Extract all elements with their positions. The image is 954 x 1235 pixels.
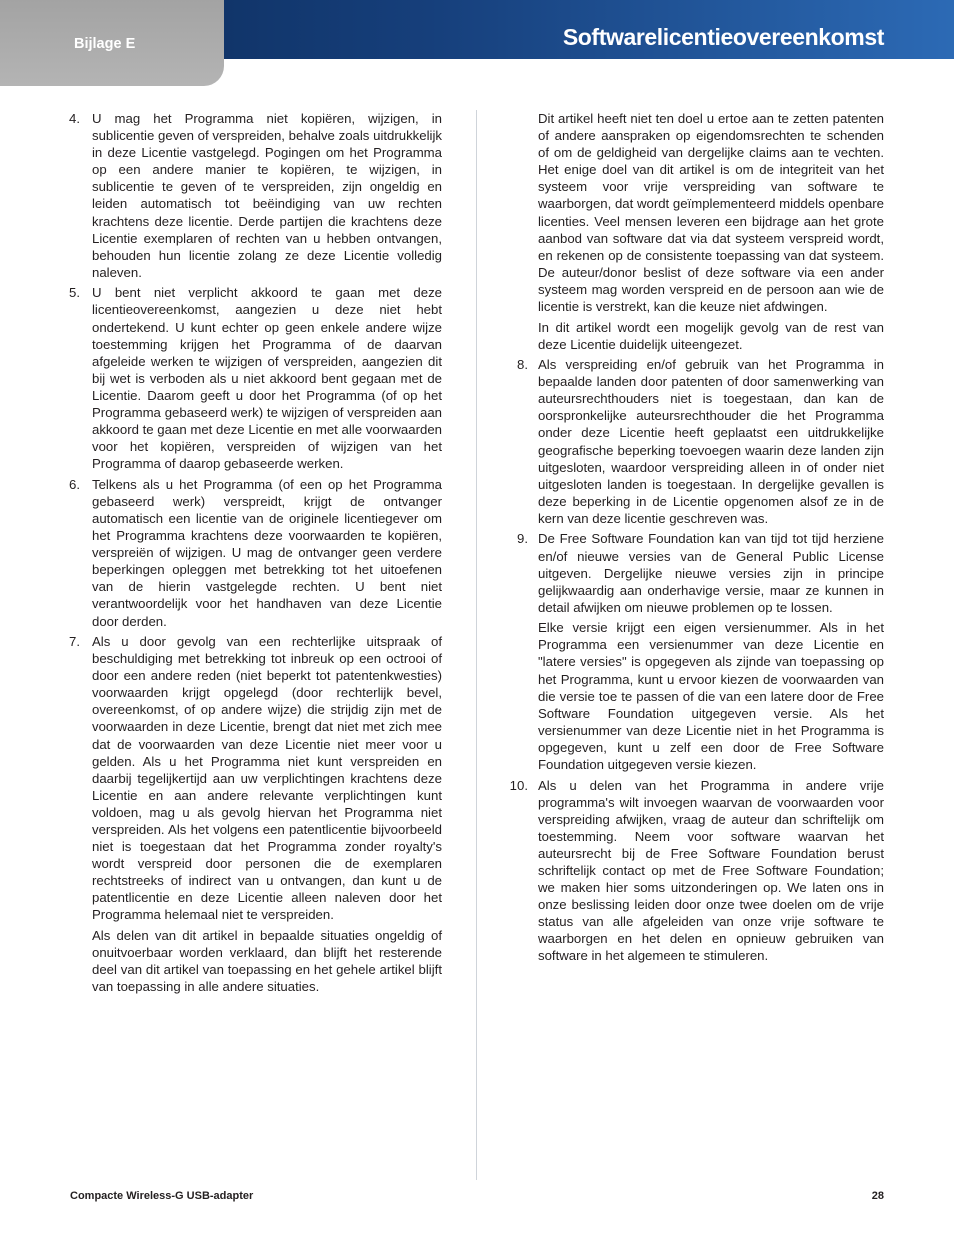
- item-paragraph: U bent niet verplicht akkoord te gaan met deze licentieovereenkomst, aangezien u deze niet hebt ondertekend. U kunt echter op geen enkele andere wijze toestemming krijgen het Programma of de daarvan afgeleide werken te wijzigen of verspreiden, aangezien dit bij wet is verboden als u niet akkoord bent gegaan met de Licentie. Daarom geeft u door het Programma (of op het Programma gebaseerd werk) te wijzigen of verspreiden aan akkoord te gaan met deze Licentie en met alle voorwaarden voor het kopiëren, verspreiden of wijzigen van het Programma of daarop gebaseerde werken.: [92, 285, 442, 472]
- item-number: 4.: [69, 111, 80, 126]
- footer-page-number: 28: [871, 1190, 884, 1202]
- continuation-paragraph: In dit artikel wordt een mogelijk gevolg van de rest van deze Licentie duidelijk uiteengezet.: [538, 319, 884, 352]
- list-item: [62, 633, 442, 995]
- list-item: [508, 530, 884, 773]
- item-number: 10.: [509, 777, 528, 793]
- right-column: [508, 110, 884, 968]
- item-paragraph: U mag het Programma niet kopiëren, wijzigen, in sublicentie geven of verspreiden, behalve zoals uitdrukkelijk in deze Licentie vastgelegd. Pogingen om het Programma op een andere manier te kopiëren, te wijzigen, in sublicentie te geven of te verspreiden, zijn ongeldig en leiden automatisch tot beëindiging van uw rechten krachtens deze licentie. Derde partijen die krachtens deze Licentie exemplaren of rechten van u hebben ontvangen, behouden hun licentie zolang ze deze Licentie volledig naleven.: [92, 111, 442, 280]
- item-paragraph: Als verspreiding en/of gebruik van het Programma in bepaalde landen door patenten of door samenwerking van auteursrechthouders niet is toegestaan, dan kan de oorspronkelijke auteursrechthouder die het Programma onder deze Licentie heeft geplaatst een uitdrukkelijke geografische beperking toevoegen waarin deze landen zijn uitgesloten, waardoor verspreiding alleen in of onder niet uitgesloten landen is toegestaan. In dergelijke gevallen is deze beperking in de Licentie opgenomen alsof ze in de kern van deze licentie geschreven was.: [538, 357, 884, 526]
- continuation-paragraph: Dit artikel heeft niet ten doel u ertoe aan te zetten patenten of andere aanspraken op eigendomsrechten te schenden of om de geldigheid van dergelijke claims aan te vechten. Het enige doel van dit artikel is om de integriteit van het systeem voor vrije verspreiding van software te waarborgen, dat wordt geïmplementeerd middels openbare licenties. Veel mensen leveren een bijdrage aan het grote aanbod van software dat via dat systeem verspreid wordt, en rekenen op de consistente toepassing van dat systeem. De auteur/donor beslist of deze software via een ander systeem mag worden verspreid en de persoon aan wie de licentie is verstrekt, kan die keuze niet afdwingen.: [538, 111, 885, 315]
- item-number: 7.: [69, 633, 80, 649]
- footer-product-name: Compacte Wireless-G USB-adapter: [70, 1190, 254, 1202]
- item-number: 5.: [69, 285, 80, 301]
- item-number: 6.: [69, 476, 80, 492]
- list-item: [508, 356, 884, 527]
- item-number: 9.: [517, 531, 528, 547]
- list-item: [62, 284, 442, 472]
- item-paragraph: Als delen van dit artikel in bepaalde situaties ongeldig of onuitvoerbaar worden verklaard, dan blijft het resterende deel van dit artikel van toepassing en het gehele artikel blijft van toepassing in alle andere situaties.: [92, 927, 442, 995]
- list-item: [62, 476, 442, 630]
- list-item: [62, 110, 442, 281]
- page-title: Softwarelicentieovereenkomst: [562, 24, 884, 50]
- item-paragraph: Als u door gevolg van een rechterlijke uitspraak of beschuldiging met betrekking tot inbreuk op een octrooi of door een andere reden (niet beperkt tot patentenkwesties) voorwaarden krijgt opgelegd (door rechterlijk bevel, overeenkomst, of op andere wijze) die strijdig zijn met de voorwaarden in deze Licentie, brengt dat niet met zich mee dat de voorwaarden van deze Licentie niet meer voor u gelden. Als u het Programma niet kunt verspreiden en daarbij tegelijkertijd aan uw verplichtingen krachtens deze Licentie en aan andere relevante verplichtingen kunt voldoen, mag u als gevolg hiervan het Programma niet verspreiden. Als het volgens een patentlicentie bijvoorbeeld niet is toegestaan dat het Programma zonder royalty's wordt verspreid door personen die de exemplaren rechtstreeks of indirect van u ontvangen, dan kunt u de patentlicentie en deze Licentie alleen naleven door het Programma helemaal niet te verspreiden.: [92, 633, 442, 923]
- section-tab: [0, 0, 224, 86]
- item-paragraph: Elke versie krijgt een eigen versienummer. Als in het Programma een versienummer van deze Licentie en "latere versies" is opgegeven als zijnde van toepassing op het Programma, kunt u ervoor kiezen de voorwaarden van die versie toe te passen of die van een latere door de Free Software Foundation uitgegeven versie. Als het versienummer van deze Licentie niet in het Programma is opgegeven, kunt u zelf een door de Free Software Foundation uitgegeven versie kiezen.: [538, 620, 884, 773]
- item-paragraph: Als u delen van het Programma in andere vrije programma's wilt invoegen waarvan de voorwaarden voor verspreiding afwijken, vraag de auteur dan schriftelijk om toestemming. Neem voor software waarvan het auteursrecht bij de Free Software Foundation berust schriftelijk contact op met de Free Software Foundation; we maken hier soms uitzonderingen op. We laten ons in onze beslissing leiden door onze twee doelen om de vrije status van alle afgeleiden van onze vrije software te waarborgen en het delen en opnieuw gebruiken van software in het algemeen te stimuleren.: [538, 777, 884, 964]
- item-paragraph: Telkens als u het Programma (of een op het Programma gebaseerd werk) verspreidt, krijgt de ontvanger automatisch een licentie van de originele licentiegever om het Programma krachtens deze voorwaarden te kopiëren, verspreiën of wijzigen. U mag de ontvanger geen verdere beperkingen opleggen met betrekking tot het uitoefenen van de hierin vastgelegde rechten. U bent niet verantwoordelijk voor het handhaven van deze Licentie door derden.: [92, 476, 442, 629]
- list-item: [508, 777, 884, 965]
- section-tab-label: Bijlage E: [74, 36, 136, 52]
- item-number: 8.: [517, 357, 528, 373]
- column-divider: [476, 110, 477, 1180]
- left-column: [62, 110, 442, 999]
- continuation-block: [508, 110, 884, 353]
- item-paragraph: De Free Software Foundation kan van tijd tot tijd herziene en/of nieuwe versies van de General Public License uitgeven. Dergelijke nieuwe versies zijn in principe gelijkwaardig aan onderhavige versie, maar ze kunnen in detail afwijken om nieuwe problemen op te lossen.: [538, 531, 884, 615]
